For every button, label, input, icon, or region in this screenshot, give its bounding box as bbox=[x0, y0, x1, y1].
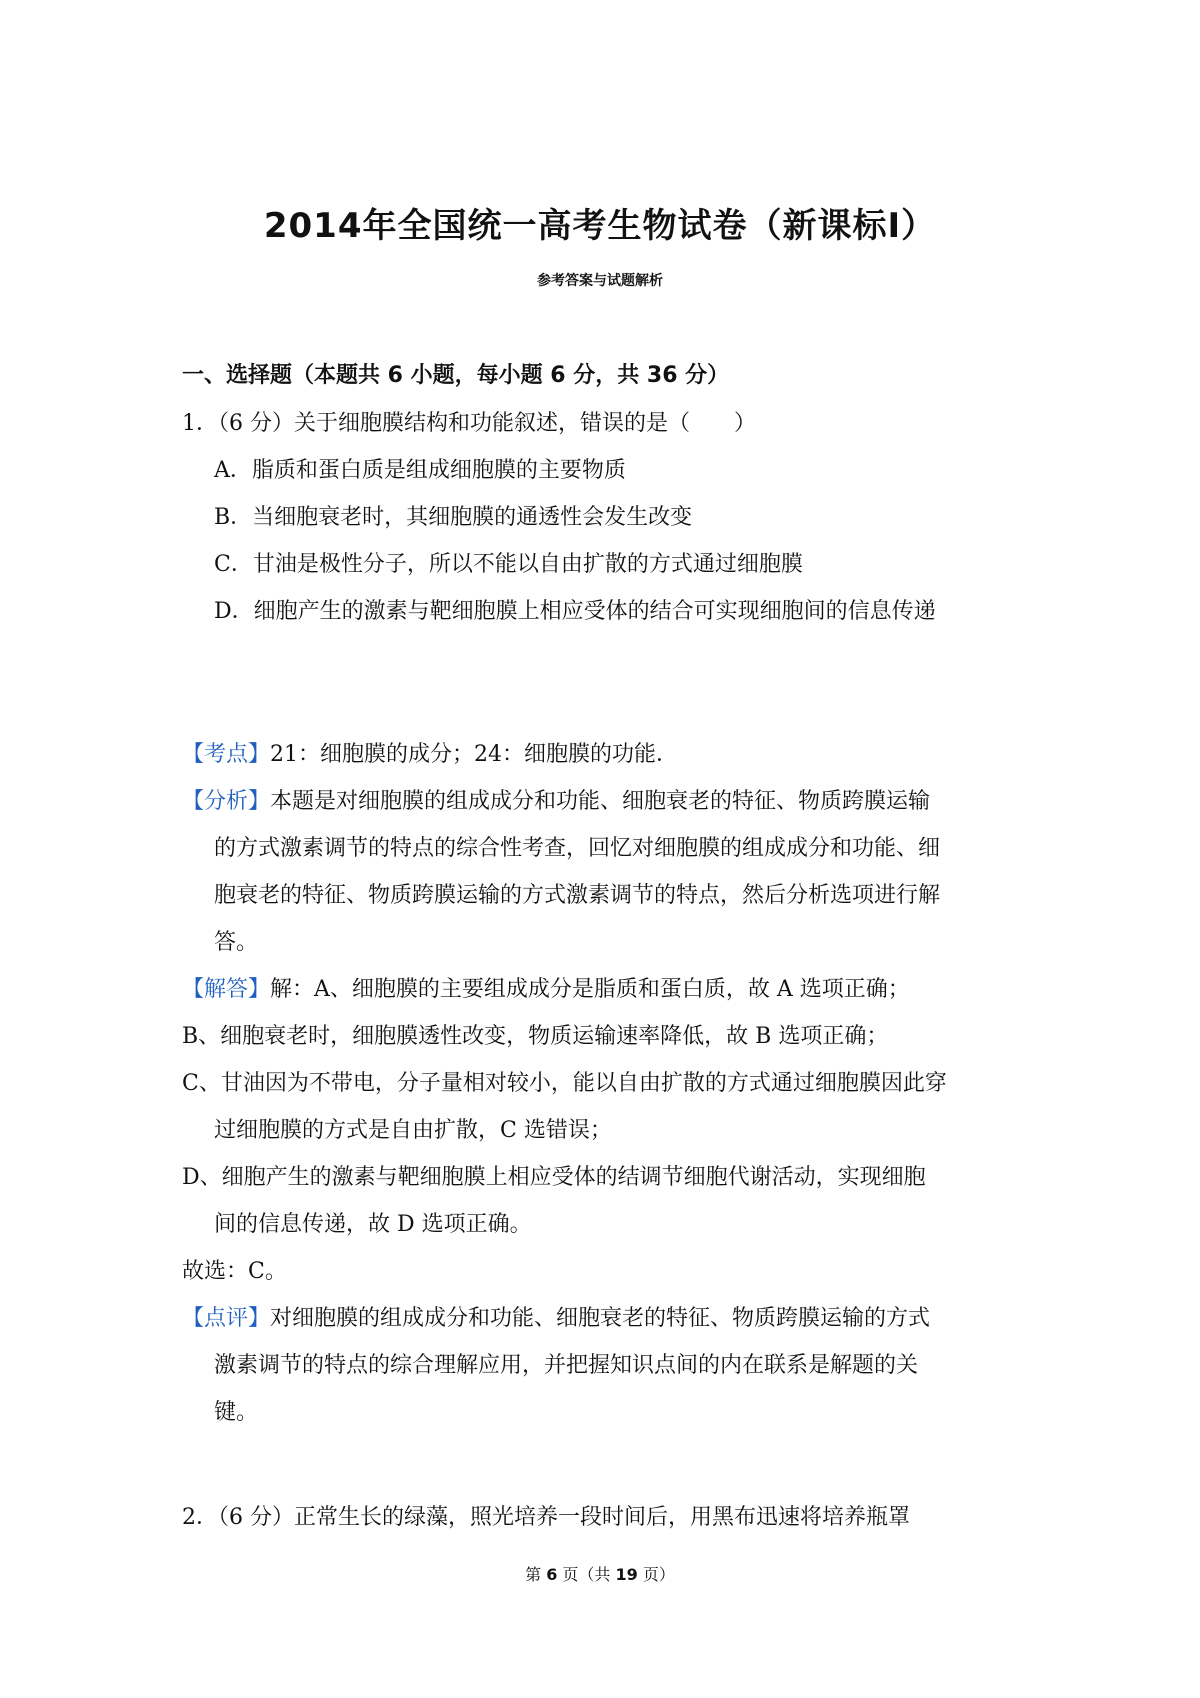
fenxi-paragraph bbox=[182, 787, 930, 817]
jieda-tag: 【解答】 bbox=[182, 977, 271, 1002]
question-1-option-c: C．甘油是极性分子，所以不能以自由扩散的方式通过细胞膜 bbox=[214, 552, 803, 577]
jieda-line: B、细胞衰老时，细胞膜透性改变，物质运输速率降低，故 B 选项正确； bbox=[182, 1024, 889, 1049]
page-footer bbox=[0, 1562, 1200, 1585]
dianping-line: 激素调节的特点的综合理解应用，并把握知识点间的内在联系是解题的关 bbox=[214, 1353, 919, 1378]
jieda-line: 间的信息传递，故 D 选项正确。 bbox=[214, 1212, 532, 1237]
answer-choice: 故选：C。 bbox=[182, 1259, 287, 1284]
jieda-line: 解：A、细胞膜的主要组成成分是脂质和蛋白质，故 A 选项正确； bbox=[270, 977, 910, 1002]
footer-suffix: 页） bbox=[642, 1565, 675, 1584]
jieda-paragraph bbox=[182, 975, 910, 1005]
document-title: 2014年全国统一高考生物试卷（新课标Ⅰ） bbox=[263, 206, 937, 246]
total-page-number: 19 bbox=[615, 1565, 638, 1584]
current-page-number: 6 bbox=[546, 1565, 558, 1584]
fenxi-line: 本题是对细胞膜的组成成分和功能、细胞衰老的特征、物质跨膜运输 bbox=[270, 789, 931, 814]
jieda-line: C、甘油因为不带电，分子量相对较小，能以自由扩散的方式通过细胞膜因此穿 bbox=[182, 1071, 947, 1096]
document-subtitle: 参考答案与试题解析 bbox=[537, 273, 663, 289]
footer-prefix: 第 bbox=[525, 1565, 542, 1584]
question-1-stem: 1．（6 分）关于细胞膜结构和功能叙述，错误的是（ ） bbox=[182, 411, 756, 436]
dianping-paragraph bbox=[182, 1304, 930, 1334]
fenxi-tag: 【分析】 bbox=[182, 789, 271, 814]
dianping-tag: 【点评】 bbox=[182, 1306, 271, 1331]
jieda-line: 过细胞膜的方式是自由扩散，C 选错误； bbox=[214, 1118, 612, 1143]
kaodian-text: 21：细胞膜的成分；24：细胞膜的功能． bbox=[270, 742, 679, 767]
fenxi-line: 胞衰老的特征、物质跨膜运输的方式激素调节的特点，然后分析选项进行解 bbox=[214, 883, 941, 908]
dianping-line: 键。 bbox=[214, 1400, 259, 1425]
kaodian-tag: 【考点】 bbox=[182, 742, 271, 767]
question-1-option-d: D．细胞产生的激素与靶细胞膜上相应受体的结合可实现细胞间的信息传递 bbox=[214, 599, 936, 624]
jieda-line: D、细胞产生的激素与靶细胞膜上相应受体的结调节细胞代谢活动，实现细胞 bbox=[182, 1165, 926, 1190]
question-1-option-b: B．当细胞衰老时，其细胞膜的通透性会发生改变 bbox=[214, 505, 693, 530]
fenxi-line: 答。 bbox=[214, 930, 259, 955]
kaodian-paragraph bbox=[182, 740, 678, 770]
section-heading: 一、选择题（本题共 6 小题，每小题 6 分，共 36 分） bbox=[182, 363, 730, 388]
question-1-option-a: A．脂质和蛋白质是组成细胞膜的主要物质 bbox=[214, 458, 626, 483]
fenxi-line: 的方式激素调节的特点的综合性考查，回忆对细胞膜的组成成分和功能、细 bbox=[214, 836, 941, 861]
dianping-line: 对细胞膜的组成成分和功能、细胞衰老的特征、物质跨膜运输的方式 bbox=[270, 1306, 931, 1331]
question-2-stem: 2．（6 分）正常生长的绿藻，照光培养一段时间后，用黑布迅速将培养瓶罩 bbox=[182, 1505, 910, 1530]
footer-middle: 页（共 bbox=[562, 1565, 611, 1584]
